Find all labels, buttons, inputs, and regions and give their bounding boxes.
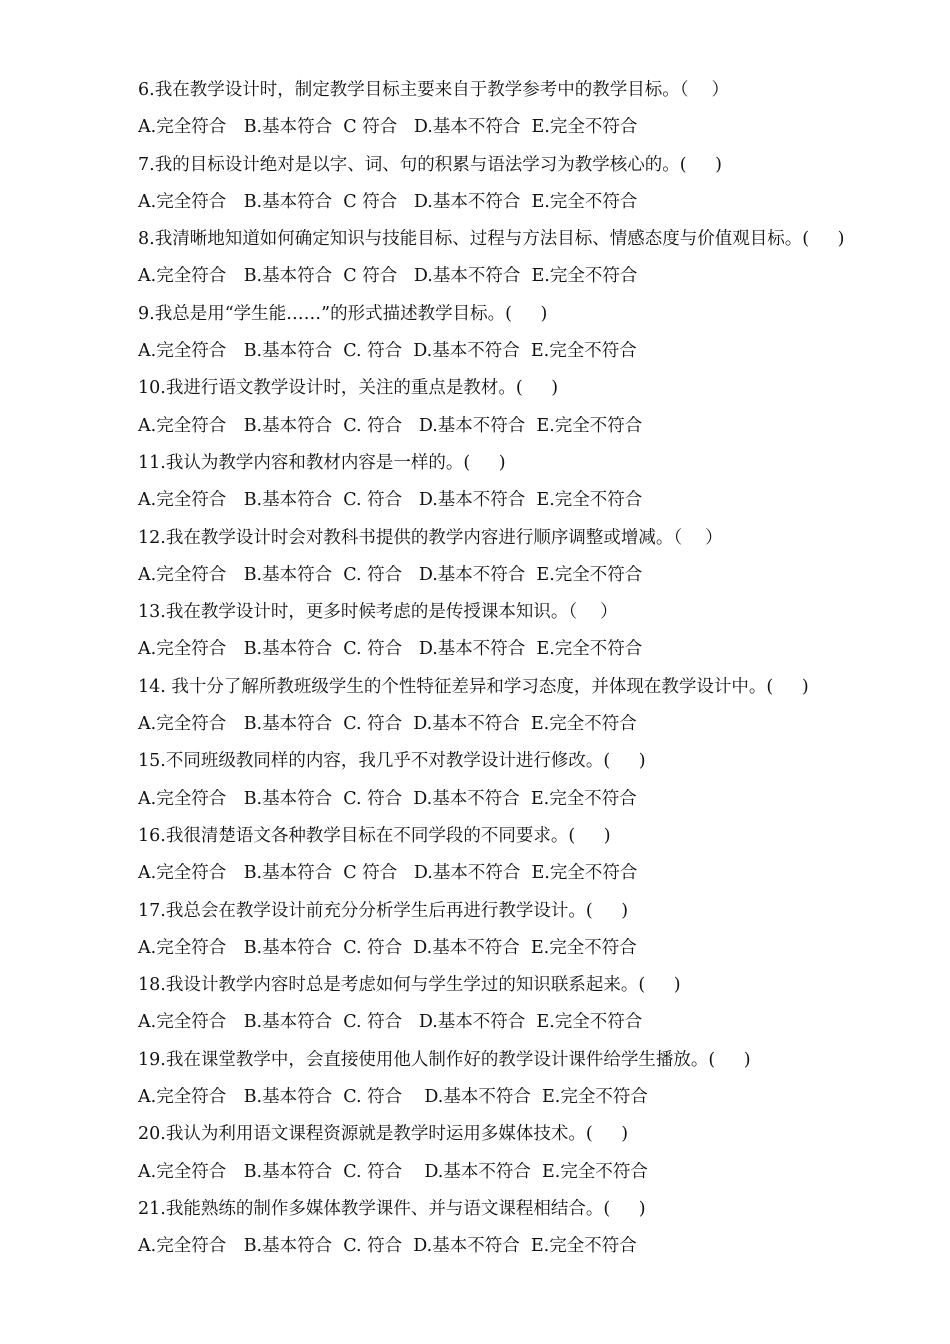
question-block	[138, 147, 918, 222]
answer-options: A.完全符合 B.基本符合 C. 符合 D.基本不符合 E.完全不符合	[138, 1012, 643, 1033]
answer-options: A.完全符合 B.基本符合 C. 符合 D.基本不符合 E.完全不符合	[138, 490, 643, 511]
question-text: 14. 我十分了解所教班级学生的个性特征差异和学习态度，并体现在教学设计中。( )	[138, 676, 809, 697]
question-block	[138, 967, 918, 1042]
question-text: 15.不同班级教同样的内容，我几乎不对教学设计进行修改。( )	[138, 751, 646, 772]
question-block	[138, 893, 918, 968]
question-text: 12.我在教学设计时会对教科书提供的教学内容进行顺序调整或增减。（ ）	[138, 527, 723, 548]
question-text: 18.我设计教学内容时总是考虑如何与学生学过的知识联系起来。( )	[138, 975, 681, 996]
question-text: 6.我在教学设计时，制定教学目标主要来自于教学参考中的教学目标。（ ）	[138, 80, 730, 100]
question-block	[138, 1116, 918, 1191]
question-text: 20.我认为利用语文课程资源就是教学时运用多媒体技术。( )	[138, 1124, 629, 1145]
answer-options: A.完全符合 B.基本符合 C. 符合 D.基本不符合 E.完全不符合	[138, 564, 643, 585]
question-text: 19.我在课堂教学中，会直接使用他人制作好的教学设计课件给学生播放。( )	[138, 1049, 751, 1070]
question-text: 10.我进行语文教学设计时，关注的重点是教材。( )	[138, 378, 559, 399]
question-text: 13.我在教学设计时，更多时候考虑的是传授课本知识。（ ）	[138, 602, 618, 623]
question-block	[138, 72, 918, 147]
answer-options: A.完全符合 B.基本符合 C. 符合 D.基本不符合 E.完全不符合	[138, 788, 637, 809]
question-block	[138, 221, 918, 296]
answer-options: A.完全符合 B.基本符合 C 符合 D.基本不符合 E.完全不符合	[138, 117, 638, 138]
question-block	[138, 743, 918, 818]
answer-options: A.完全符合 B.基本符合 C. 符合 D.基本不符合 E.完全不符合	[138, 1161, 648, 1182]
answer-options: A.完全符合 B.基本符合 C 符合 D.基本不符合 E.完全不符合	[138, 863, 638, 884]
question-text: 11.我认为教学内容和教材内容是一样的。( )	[138, 452, 506, 473]
question-block	[138, 1191, 918, 1266]
question-block	[138, 818, 918, 893]
question-block	[138, 669, 918, 744]
answer-options: A.完全符合 B.基本符合 C. 符合 D.基本不符合 E.完全不符合	[138, 1236, 637, 1257]
answer-options: A.完全符合 B.基本符合 C. 符合 D.基本不符合 E.完全不符合	[138, 341, 637, 362]
question-text: 17.我总会在教学设计前充分分析学生后再进行教学设计。( )	[138, 900, 629, 921]
question-block	[138, 1042, 918, 1117]
question-block	[138, 296, 918, 371]
question-text: 8.我清晰地知道如何确定知识与技能目标、过程与方法目标、情感态度与价值观目标。( )	[138, 229, 845, 250]
answer-options: A.完全符合 B.基本符合 C 符合 D.基本不符合 E.完全不符合	[138, 266, 638, 287]
question-block	[138, 520, 918, 595]
answer-options: A.完全符合 B.基本符合 C. 符合 D.基本不符合 E.完全不符合	[138, 714, 637, 735]
question-block	[138, 445, 918, 520]
question-block	[138, 594, 918, 669]
answer-options: A.完全符合 B.基本符合 C. 符合 D.基本不符合 E.完全不符合	[138, 639, 643, 660]
question-text: 16.我很清楚语文各种教学目标在不同学段的不同要求。( )	[138, 825, 611, 846]
questionnaire-page	[138, 72, 918, 1266]
answer-options: A.完全符合 B.基本符合 C. 符合 D.基本不符合 E.完全不符合	[138, 1087, 648, 1108]
question-text: 21.我能熟练的制作多媒体教学课件、并与语文课程相结合。( )	[138, 1198, 646, 1219]
question-text: 9.我总是用“学生能……”的形式描述教学目标。( )	[138, 303, 548, 324]
question-text: 7.我的目标设计绝对是以字、词、句的积累与语法学习为教学核心的。( )	[138, 154, 722, 175]
question-block	[138, 370, 918, 445]
answer-options: A.完全符合 B.基本符合 C. 符合 D.基本不符合 E.完全不符合	[138, 415, 643, 436]
answer-options: A.完全符合 B.基本符合 C. 符合 D.基本不符合 E.完全不符合	[138, 937, 637, 958]
answer-options: A.完全符合 B.基本符合 C 符合 D.基本不符合 E.完全不符合	[138, 191, 638, 212]
